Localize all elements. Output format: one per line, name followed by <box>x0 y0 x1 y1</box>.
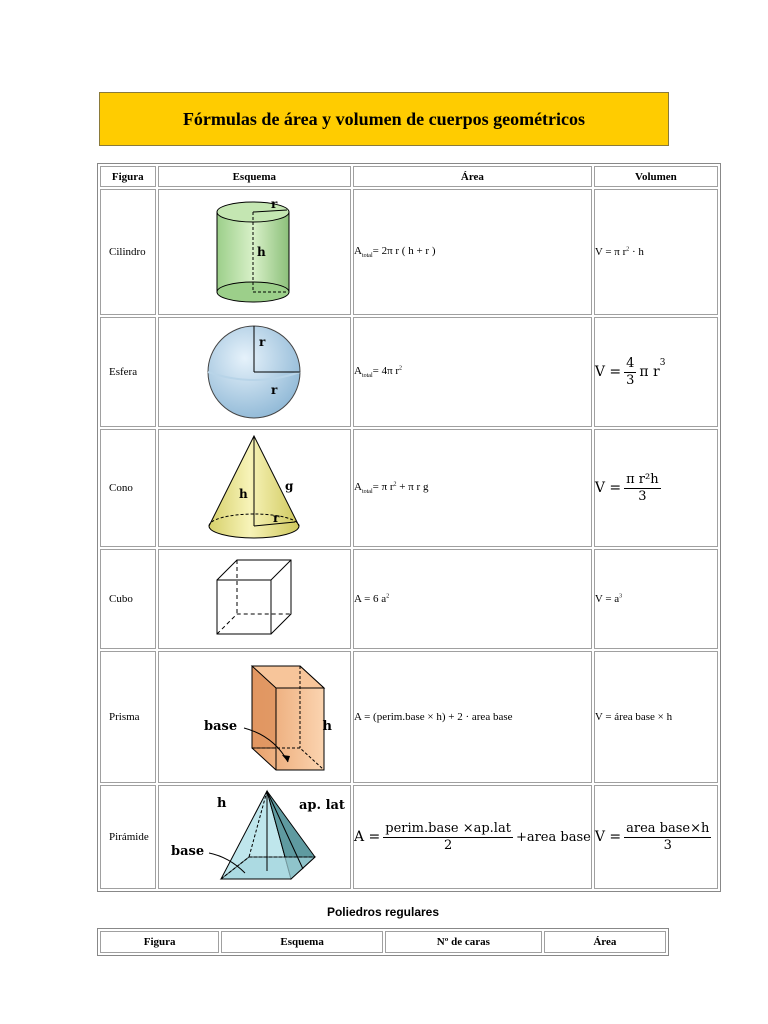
formula-text: V = <box>594 829 622 845</box>
pyramid-diagram <box>158 785 351 889</box>
fraction-denominator: 3 <box>638 488 647 504</box>
area-formula <box>353 429 592 547</box>
formula-text: V = <box>594 480 622 496</box>
formula-subscript: total <box>361 373 373 380</box>
formula-superscript: 2 <box>386 593 390 600</box>
formula-superscript: 3 <box>659 357 666 368</box>
figure-name: Cilindro <box>100 189 156 315</box>
table-row <box>100 317 718 427</box>
formula-superscript: 2 <box>393 481 397 488</box>
header-area: Área <box>353 166 592 187</box>
fraction-numerator: π r²h <box>626 471 659 487</box>
volume-formula <box>594 189 718 315</box>
formula-text: π r <box>639 364 660 380</box>
volume-formula <box>594 429 718 547</box>
formula-text: +area base <box>515 829 591 845</box>
header-volumen: Volumen <box>594 166 718 187</box>
table-row <box>100 429 718 547</box>
formula-subscript: total <box>361 489 373 496</box>
area-formula <box>353 785 592 889</box>
area-formula <box>353 317 592 427</box>
page-title: Fórmulas de área y volumen de cuerpos geométricos <box>99 92 669 146</box>
poliedros-table <box>97 928 669 956</box>
volume-formula <box>594 651 718 783</box>
prism-diagram <box>158 651 351 783</box>
formulas-table <box>97 163 721 892</box>
table-row <box>100 549 718 649</box>
cylinder-diagram <box>158 189 351 315</box>
fraction-numerator: area base×h <box>626 820 710 836</box>
label-h: h <box>217 796 227 811</box>
label-r: r <box>271 383 278 397</box>
volume-formula <box>594 785 718 889</box>
formula-text: + π r g <box>396 480 429 493</box>
formula-superscript: 2 <box>626 246 630 253</box>
label-ap-lat: ap. lat <box>299 798 346 813</box>
formula-text: = π r <box>372 480 394 493</box>
fraction-denominator: 3 <box>626 372 635 388</box>
volume-formula <box>594 549 718 649</box>
header-esquema: Esquema <box>221 931 383 953</box>
area-formula <box>353 549 592 649</box>
label-base: base <box>171 844 205 859</box>
header-figura: Figura <box>100 166 156 187</box>
formula-subscript: total <box>361 253 373 260</box>
formula-symbol: A <box>354 364 362 377</box>
table-header-row <box>100 931 666 953</box>
formula-text: A = <box>354 829 381 845</box>
formula-text: V = <box>594 364 622 380</box>
sphere-diagram <box>158 317 351 427</box>
fraction-numerator: perim.base ×ap.lat <box>385 820 511 836</box>
label-g: g <box>285 479 294 493</box>
fraction-denominator: 3 <box>663 837 672 853</box>
formula-text: · h <box>629 246 644 258</box>
volume-formula <box>594 317 718 427</box>
table-row <box>100 189 718 315</box>
formula-text: V = a <box>594 593 620 605</box>
area-formula <box>353 189 592 315</box>
formula-symbol: A <box>354 244 362 257</box>
table-header-row <box>100 166 718 187</box>
label-h: h <box>257 245 267 259</box>
figure-name: Cubo <box>100 549 156 649</box>
fraction-numerator: 4 <box>626 355 635 371</box>
formula-text: A = 6 a <box>354 593 387 605</box>
formula-text: = 2π r ( h + r ) <box>372 244 436 257</box>
table-row <box>100 785 718 889</box>
label-base: base <box>204 719 238 734</box>
section-title: Poliedros regulares <box>326 905 440 919</box>
label-h: h <box>239 487 249 501</box>
cube-diagram <box>158 549 351 649</box>
formula-symbol: A <box>354 480 362 493</box>
formula-text: V = π r <box>594 246 627 258</box>
label-r: r <box>259 335 266 349</box>
header-area: Área <box>544 931 666 953</box>
area-formula <box>353 651 592 783</box>
figure-name: Esfera <box>100 317 156 427</box>
label-h: h <box>322 719 333 734</box>
header-figura: Figura <box>100 931 219 953</box>
label-r: r <box>273 511 280 525</box>
formula-superscript: 2 <box>399 365 403 372</box>
figure-name: Prisma <box>100 651 156 783</box>
formula-text: = 4π r <box>372 364 400 377</box>
figure-name: Pirámide <box>100 785 156 889</box>
formula-text: A = (perim.base × h) + 2 · area base <box>354 711 513 723</box>
table-row <box>100 651 718 783</box>
header-caras: Nº de caras <box>385 931 542 953</box>
fraction-denominator: 2 <box>443 837 453 853</box>
cone-diagram <box>158 429 351 547</box>
header-esquema: Esquema <box>158 166 351 187</box>
label-r: r <box>271 197 278 211</box>
figure-name: Cono <box>100 429 156 547</box>
formula-text: V = área base × h <box>594 711 673 723</box>
formula-superscript: 3 <box>619 593 623 600</box>
